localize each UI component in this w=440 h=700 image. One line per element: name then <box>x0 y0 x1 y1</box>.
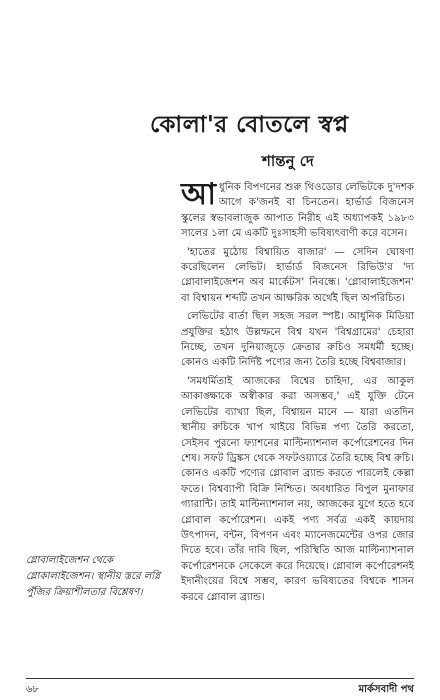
running-footer-title: মার্কসবাদী পথ <box>358 684 414 695</box>
article-body <box>181 177 414 608</box>
side-caption: গ্লোবালাইজেশন থেকে গ্লোকালাইজেশন। স্থানীয় স্তরে লগ্নি পুঁজির ক্রিয়াশীলতার বিশ্লেষণ। <box>26 555 161 598</box>
article-paragraph: 'সমধর্মিতাই আজকের বিশ্বের চাহিদা, এর আকুল আকাঙ্ক্ষাকে অস্বীকার করা অসম্ভব,' এই যুক্তি টেনে লেভিটের ব্যাখ্যা ছিল, বিশ্বায়ন মানে — যারা এতদিন স্থানীয় রুচিকে খাপ খাইয়ে বিভিন্ন পণ্য তৈরি করতো, সেইসব পুরনো ফ্যাশনের মাল্টিন্যাশনাল কর্পোরেশনের দিন শেষ। সফট ড্রিঙ্কস থেকে সফটওয়্যারে তৈরি হচ্ছে বিশ্ব রুচি। কোনও একটি পণ্যের গ্লোবাল ব্র্যান্ড করতে পারলেই কেল্লা ফতে। বিশ্বব্যাপী বিক্রি নিশ্চিত। অবধারিত বিপুল মুনাফার গ্যারান্টি। তাই মাল্টিন্যাশনাল নয়, আজকের যুগে হতে হবে গ্লোবাল কর্পোরেশন। একই পণ্য সর্বত্র একই কায়দায় উৎপাদন, বন্টন, বিপণন এবং ম্যানেজমেন্টের ওপর জোর দিতে হবে। তাঁর দাবি ছিল, পরিস্থিতি আজ মাল্টিন্যাশনাল কর্পোরেশনকে সেকেলে করে দিয়েছে। গ্লোবাল কর্পোরেশনই ইদানীংয়ের বিশ্বে সম্ভব, কারণ ভবিষ্যতের বিশ্বকে শাসন করবে গ্লোবাল ব্র্যান্ড। <box>181 375 414 603</box>
article-paragraph <box>181 177 414 242</box>
paragraph-text: ধুনিক বিপণনের শুরু থিওডোর লেভিটকে দু'দশক আগে ক'জনই বা চিনতেন। হার্ভার্ড বিজনেস স্কুলের স্বভাবলাজুক আপাত নিরীহ এই অধ্যাপকই ১৯৮৩ সালের ১লা মে একটি দুঃসাহসী ভবিষ্যৎবাণী করে বসেন। <box>181 182 414 240</box>
article-paragraph: লেভিটের বার্তা ছিল সহজ সরল স্পষ্ট। আধুনিক মিডিয়া প্রযুক্তির হঠাৎ উল্লম্ফনে বিশ্ব যখন 'বিশ্বগ্রামের' চেহারা নিচ্ছে, তখন দুনিয়াজুড়ে ক্রেতার রুচিও সমধর্মী হচ্ছে। কোনও একটি নির্দিষ্ট পণ্যের জন্য তৈরি হচ্ছে বিশ্ববাজার। <box>181 311 414 369</box>
article-author: শান্তনু দে <box>262 152 314 170</box>
article-title: কোলা'র বোতলে স্বপ্ন <box>150 111 349 138</box>
page-number: ৬৮ <box>26 684 39 695</box>
drop-cap: আ <box>181 177 216 212</box>
article-paragraph: 'হাতের মুঠোয় বিশ্বায়িত বাজার' — সেদিন ঘোষণা করেছিলেন লেভিট। হার্ভার্ড বিজনেস রিভিউ'র 'দ্য গ্লোবালাইজেশন অব মার্কেটস' নিবন্ধে। 'গ্লোবালাইজেশন' বা বিশ্বায়ন শব্দটি তখন আক্ষরিক অর্থেই ছিল অপরিচিত। <box>181 246 414 304</box>
footer-divider <box>26 678 414 679</box>
